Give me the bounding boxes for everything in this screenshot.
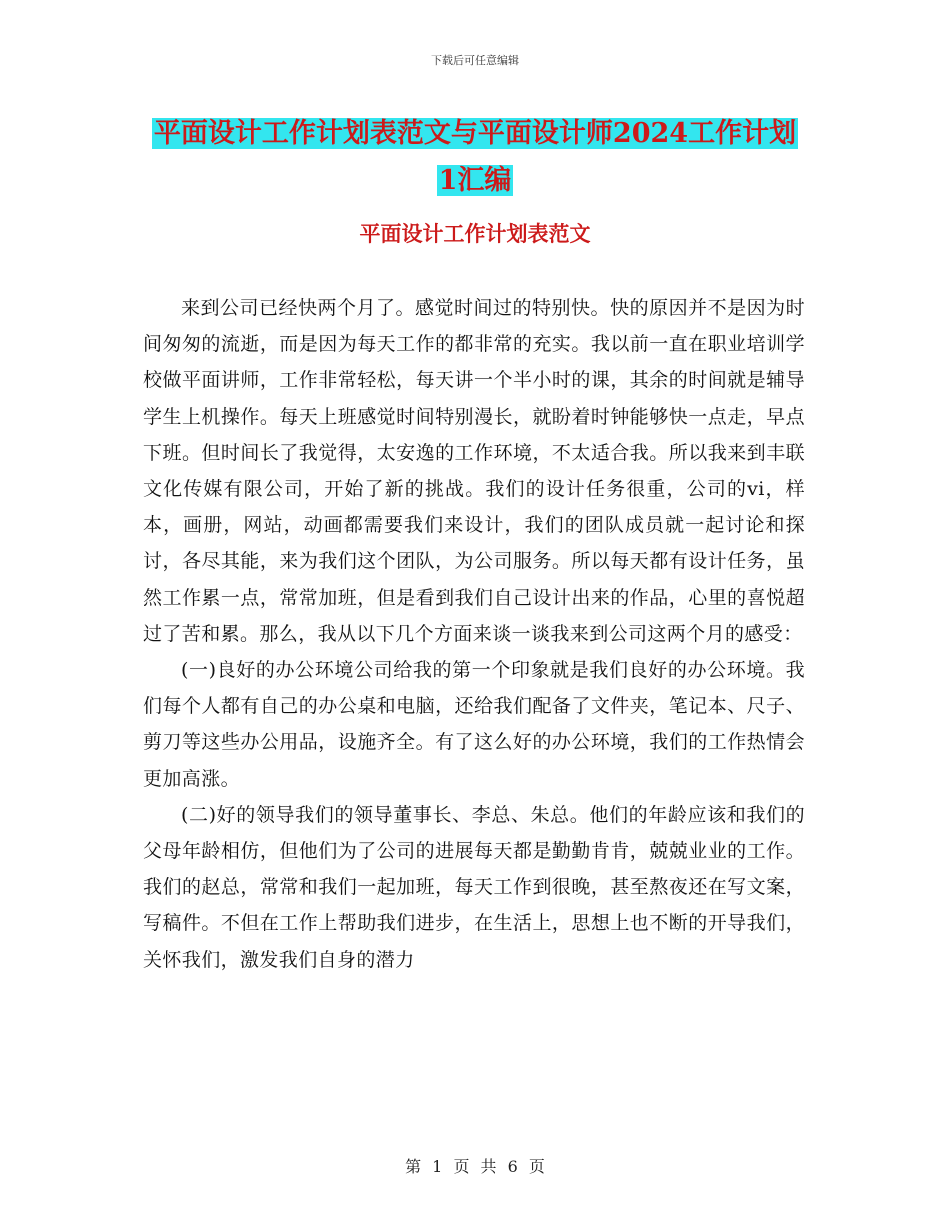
page-header-note: 下载后可任意编辑 xyxy=(431,54,519,67)
paragraph-office-environment: (一)良好的办公环境公司给我的第一个印象就是我们良好的办公环境。我们每个人都有自己的办公桌和电脑，还给我们配备了文件夹，笔记本、尺子、剪刀等这些办公用品，设施齐全。有了这么好的办公环境，我们的工作热情会更加高涨。 xyxy=(143,659,805,790)
page-number: 第 1 页 共 6 页 xyxy=(405,1157,545,1176)
document-title-line-2: 1汇编 xyxy=(438,165,512,196)
document-title xyxy=(100,110,850,204)
paragraph-leadership: (二)好的领导我们的领导董事长、李总、朱总。他们的年龄应该和我们的父母年龄相仿，但他们为了公司的进展每天都是勤勤肯肯，兢兢业业的工作。我们的赵总，常常和我们一起加班，每天工作到很晚，甚至熬夜还在写文案，写稿件。不但在工作上帮助我们进步，在生活上，思想上也不断的开导我们，关怀我们，激发我们自身的潜力 xyxy=(143,803,805,971)
paragraph-intro: 来到公司已经快两个月了。感觉时间过的特别快。快的原因并不是因为时间匆匆的流逝，而是因为每天工作的都非常的充实。我以前一直在职业培训学校做平面讲师，工作非常轻松，每天讲一个半小时的课，其余的时间就是辅导学生上机操作。每天上班感觉时间特别漫长，就盼着时钟能够快一点走，早点下班。但时间长了我觉得，太安逸的工作环境，不太适合我。所以我来到丰联文化传媒有限公司，开始了新的挑战。我们的设计任务很重，公司的vi，样本，画册，网站，动画都需要我们来设计，我们的团队成员就一起讨论和探讨，各尽其能，来为我们这个团队，为公司服务。所以每天都有设计任务，虽然工作累一点，常常加班，但是看到我们自己设计出来的作品，心里的喜悦超过了苦和累。那么，我从以下几个方面来谈一谈我来到公司这两个月的感受： xyxy=(143,297,805,645)
document-title-line-1: 平面设计工作计划表范文与平面设计师2024工作计划 xyxy=(153,118,797,149)
body-text xyxy=(143,290,805,978)
section-heading: 平面设计工作计划表范文 xyxy=(359,221,591,246)
